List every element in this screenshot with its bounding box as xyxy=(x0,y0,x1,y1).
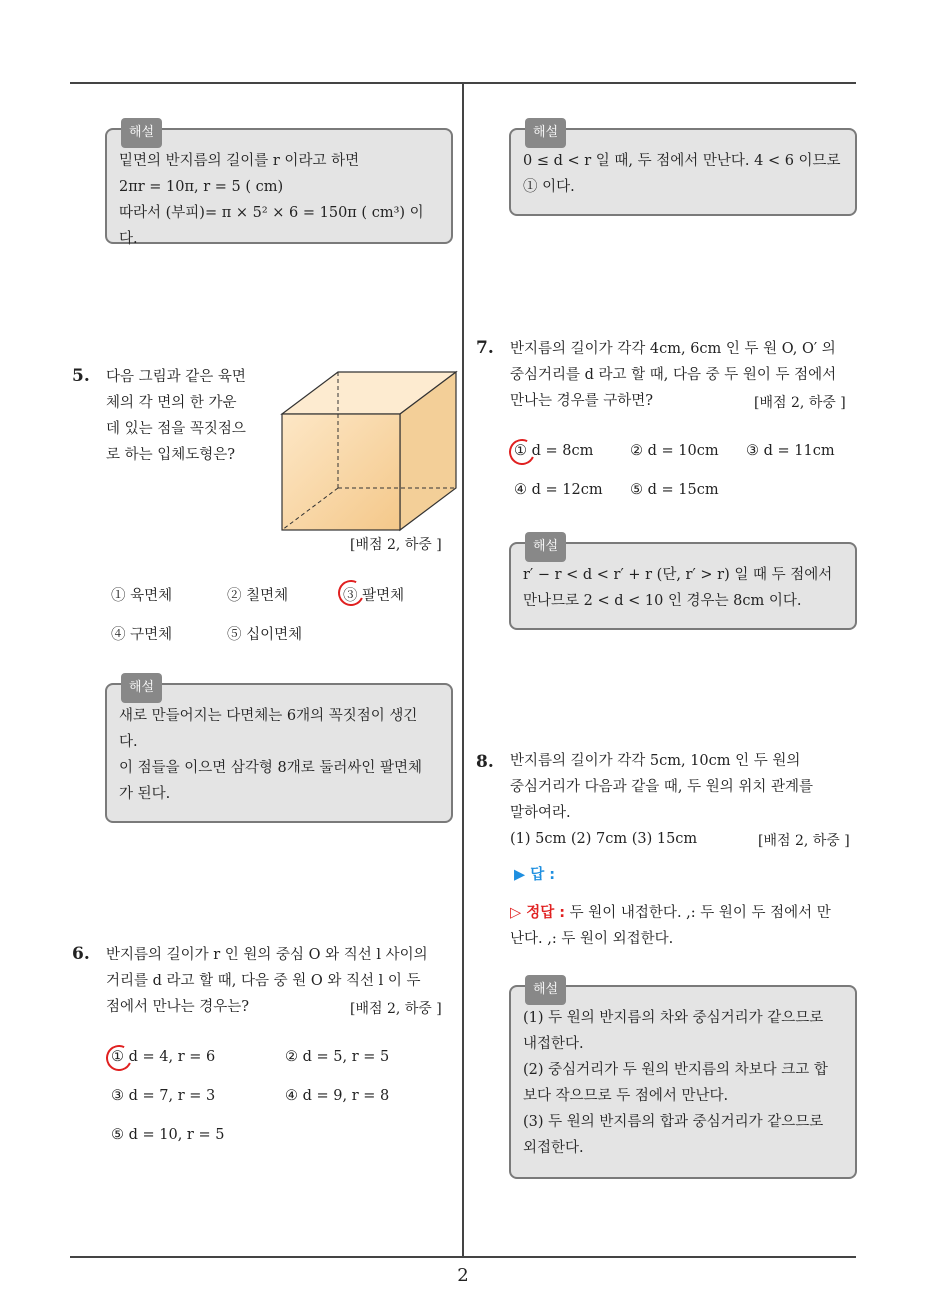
solution-line: r′ − r < d < r′ + r (단, r′ > r) 일 때 두 점에서 xyxy=(523,567,833,583)
option-3[interactable]: ③ 팔면체 xyxy=(343,588,405,604)
correct-answer xyxy=(510,900,860,952)
option-4[interactable]: ④ d = 12cm xyxy=(514,482,603,498)
solution-tag: 해설 xyxy=(525,532,566,562)
question-points: [배점 2, 하중 ] xyxy=(758,833,850,849)
solution-line: 따라서 (부피)= π × 5² × 6 = 150π ( cm³) 이다. xyxy=(119,205,424,247)
option-3[interactable]: ③ d = 7, r = 3 xyxy=(111,1088,216,1104)
solution-line: 이 점들을 이으면 삼각형 8개로 둘러싸인 팔면체 xyxy=(119,760,423,776)
option-5[interactable]: ⑤ d = 10, r = 5 xyxy=(111,1127,225,1143)
solution-tag: 해설 xyxy=(121,118,162,148)
solution-line: 새로 만들어지는 다면체는 6개의 꼭짓점이 생긴 xyxy=(119,708,418,724)
question-line: (1) 5cm (2) 7cm (3) 15cm xyxy=(510,831,698,847)
solution-line: 내접한다. xyxy=(523,1036,584,1052)
solution-line: 2πr = 10π, r = 5 ( cm) xyxy=(119,179,284,195)
option-4[interactable]: ④ d = 9, r = 8 xyxy=(285,1088,390,1104)
solution-box-q8 xyxy=(509,982,857,1179)
correct-label: ▷ 정답 : xyxy=(510,905,566,921)
question-line: 중심거리를 d 라고 할 때, 다음 중 두 원이 두 점에서 xyxy=(510,367,837,383)
option-5[interactable]: ⑤ d = 15cm xyxy=(630,482,719,498)
solution-line: 외접한다. xyxy=(523,1140,584,1156)
solution-box-q7 xyxy=(509,539,857,630)
solution-tag: 해설 xyxy=(525,975,566,1005)
solution-line: 밑면의 반지름의 길이를 r 이라고 하면 xyxy=(119,153,360,169)
cube-figure xyxy=(276,366,460,536)
solution-tag: 해설 xyxy=(525,118,566,148)
correct-text: 두 원이 내접한다. ,: 두 원이 두 점에서 만 xyxy=(569,905,831,921)
question-line: 거리를 d 라고 할 때, 다음 중 원 O 와 직선 l 이 두 xyxy=(106,973,421,989)
option-1[interactable]: ① 육면체 xyxy=(111,588,173,604)
solution-line: 가 된다. xyxy=(119,786,171,802)
solution-line: (2) 중심거리가 두 원의 반지름의 차보다 크고 합 xyxy=(523,1062,828,1078)
question-line: 반지름의 길이가 각각 5cm, 10cm 인 두 원의 xyxy=(510,753,801,769)
selected-answer-mark xyxy=(505,435,538,468)
selected-answer-mark xyxy=(102,1041,135,1074)
option-2[interactable]: ② 칠면체 xyxy=(227,588,289,604)
option-2[interactable]: ② d = 5, r = 5 xyxy=(285,1049,390,1065)
question-text xyxy=(106,364,266,468)
solution-line: 다. xyxy=(119,734,138,750)
solution-line: ① 이다. xyxy=(523,179,575,195)
question-points: [배점 2, 하중 ] xyxy=(350,537,442,553)
answer-prompt xyxy=(514,862,555,888)
question-points: [배점 2, 하중 ] xyxy=(350,1001,442,1017)
question-line: 중심거리가 다음과 같을 때, 두 원의 위치 관계를 xyxy=(510,779,814,795)
bottom-rule xyxy=(70,1256,856,1258)
question-line: 반지름의 길이가 r 인 원의 중심 O 와 직선 l 사이의 xyxy=(106,947,428,963)
solution-box-q4 xyxy=(105,125,453,247)
question-line: 반지름의 길이가 각각 4cm, 6cm 인 두 원 O, O′ 의 xyxy=(510,341,836,357)
correct-text-cont: 난다. ,: 두 원이 외접한다. xyxy=(510,931,674,947)
question-number: 6. xyxy=(72,944,90,964)
question-line: 로 하는 입체도형은? xyxy=(106,447,236,463)
page-number: 2 xyxy=(457,1265,469,1286)
question-line: 다음 그림과 같은 육면 xyxy=(106,369,246,385)
question-number: 8. xyxy=(476,752,494,772)
solution-line: 0 ≤ d < r 일 때, 두 점에서 만난다. 4 < 6 이므로 xyxy=(523,153,841,169)
solution-box-q5 xyxy=(105,680,453,823)
question-line: 데 있는 점을 꼭짓점으 xyxy=(106,421,246,437)
option-2[interactable]: ② d = 10cm xyxy=(630,443,719,459)
question-line: 점에서 만나는 경우는? xyxy=(106,999,250,1015)
question-points: [배점 2, 하중 ] xyxy=(754,395,846,411)
solution-line: (3) 두 원의 반지름의 합과 중심거리가 같으므로 xyxy=(523,1114,824,1130)
question-line: 체의 각 면의 한 가운 xyxy=(106,395,237,411)
question-number: 7. xyxy=(476,338,494,358)
question-number: 5. xyxy=(72,366,90,386)
question-line: 말하여라. xyxy=(510,805,571,821)
solution-line: 보다 작으므로 두 점에서 만난다. xyxy=(523,1088,729,1104)
answer-label: ▶ 답 : xyxy=(514,867,556,883)
option-5[interactable]: ⑤ 십이면체 xyxy=(227,627,303,643)
solution-box-q6 xyxy=(509,125,857,216)
column-divider xyxy=(462,83,464,1258)
option-1[interactable]: ① d = 8cm xyxy=(514,443,594,459)
option-4[interactable]: ④ 구면체 xyxy=(111,627,173,643)
solution-tag: 해설 xyxy=(121,673,162,703)
solution-line: 만나므로 2 < d < 10 인 경우는 8cm 이다. xyxy=(523,593,802,609)
option-3[interactable]: ③ d = 11cm xyxy=(746,443,835,459)
option-1[interactable]: ① d = 4, r = 6 xyxy=(111,1049,216,1065)
solution-line: (1) 두 원의 반지름의 차와 중심거리가 같으므로 xyxy=(523,1010,824,1026)
question-line: 만나는 경우를 구하면? xyxy=(510,393,654,409)
